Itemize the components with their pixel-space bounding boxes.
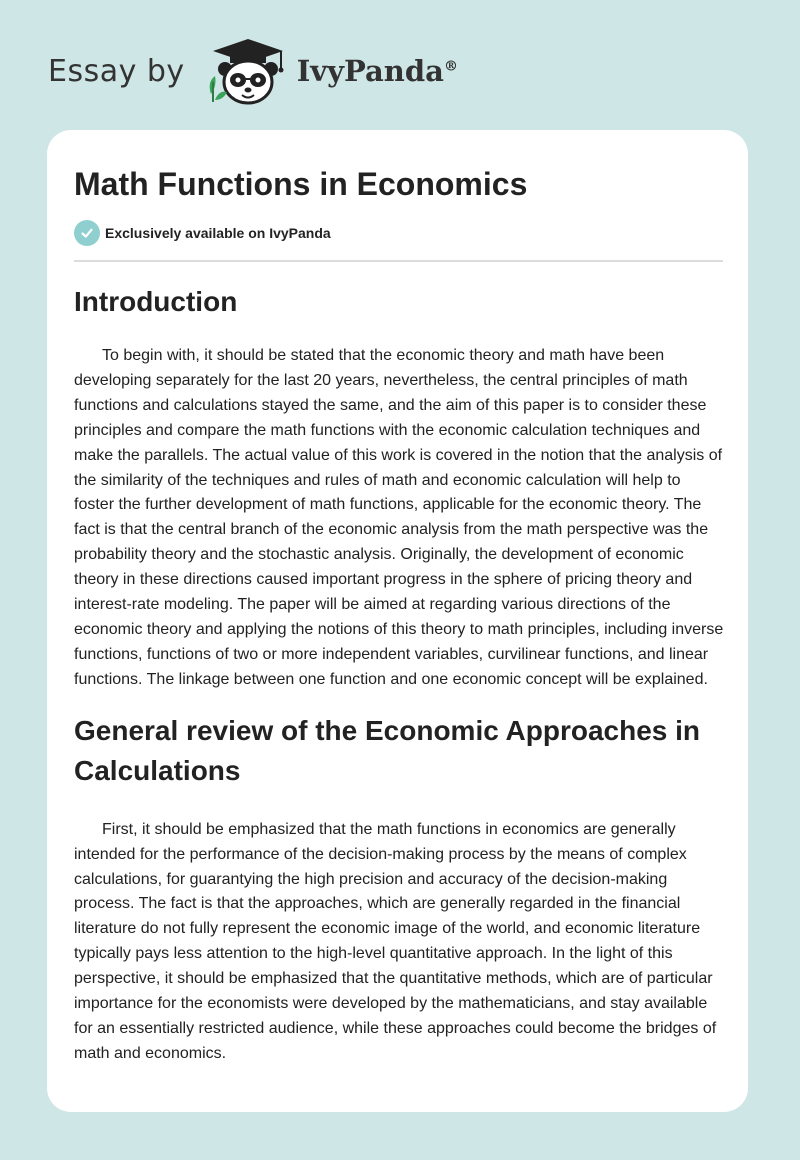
essay-by-label: Essay by <box>48 53 185 89</box>
check-icon <box>74 220 100 246</box>
site-header <box>48 36 458 106</box>
section-heading-introduction: Introduction <box>74 286 238 317</box>
section-paragraph-introduction: To begin with, it should be stated that the economic theory and math have been developing separately for the last 20 years, nevertheless, the central principles of math functions and calculations stayed the same, and the aim of this paper is to consider these principles and compare the math functions with the economic calculation techniques and make the parallels. The actual value of this work is covered in the notion that the analysis of the similarity of the techniques and rules of math and economic calculation will help to foster the further development of math functions, applicable for the economic theory. The fact is that the central branch of the economic analysis from the math perspective was the probability theory and the stochastic analysis. Originally, the development of economic theory in these directions caused important progress in the sphere of pricing theory and interest-rate modeling. The paper will be aimed at regarding various directions of the economic theory and applying the notions of this theory to math principles, including inverse functions, functions of two or more independent variables, curvilinear functions, and linear functions. The linkage between one function and one economic concept will be explained. <box>74 347 724 688</box>
brand-name[interactable] <box>297 54 458 88</box>
essay-card <box>47 130 748 1112</box>
exclusive-badge-label: Exclusively available on IvyPanda <box>105 225 331 241</box>
panda-logo-icon[interactable] <box>203 36 293 106</box>
brand-text: IvyPanda <box>296 54 444 88</box>
trademark-symbol: ® <box>443 58 458 75</box>
title-divider <box>74 260 723 262</box>
exclusive-badge <box>74 220 722 246</box>
section-heading-general-review: General review of the Economic Approaches in Calculations <box>74 714 701 786</box>
page-title: Math Functions in Economics <box>74 166 528 202</box>
section-paragraph-general-review: First, it should be emphasized that the math functions in economics are generally intended for the performance of the decision-making process by the means of complex calculations, for guarantying the high precision and accuracy of the decision-making process. The fact is that the approaches, which are generally regarded in the financial literature do not fully represent the economic image of the world, and economic literature typically pays less attention to the high-level quantitative approach. In the light of this perspective, it should be emphasized that the quantitative methods, which are of particular importance for the economists were developed by the mathematicians, and stay available for an essentially restricted audience, while these approaches could become the bridges of math and economics. <box>74 820 717 1062</box>
